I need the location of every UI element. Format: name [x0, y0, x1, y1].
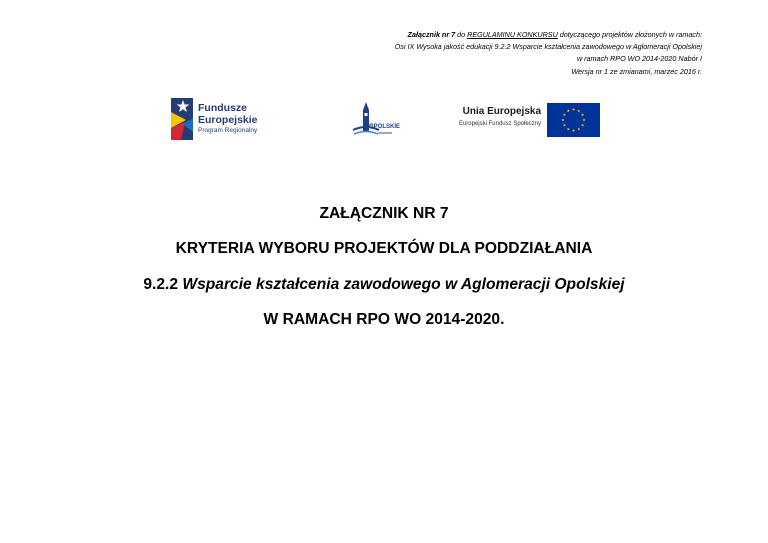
opolskie-tower-icon	[350, 100, 410, 140]
fundusze-europejskie-text	[198, 102, 258, 136]
unia-europejska-logo	[452, 103, 600, 137]
header-note-line-3: w ramach RPO WO 2014-2020 Nabór I	[576, 54, 702, 64]
header-note-line-2: Osi IX Wysoka jakość edukacji 9.2.2 Wsparcie kształcenia zawodowego w Aglomeracji Opolskiej	[394, 42, 702, 52]
unia-europejska-text	[459, 106, 541, 130]
criteria-heading: KRYTERIA WYBORU PROJEKTÓW DLA PODDZIAŁANIA	[175, 240, 593, 257]
header-note	[282, 29, 702, 78]
unia-line-1: Unia Europejska	[462, 106, 541, 117]
header-note-line-1	[282, 29, 702, 41]
opolskie-logo	[350, 100, 410, 140]
header-note-line-4: Wersja nr 1 ze zmianami, marzec 2016 r.	[571, 66, 702, 76]
fundusze-line-3: Program Regionalny	[198, 127, 258, 134]
opolskie-label: OPOLSKIE	[369, 124, 401, 130]
logo-bar	[0, 95, 768, 145]
subaction-heading	[0, 275, 768, 295]
unia-line-2: Europejski Fundusz Społeczny	[458, 121, 541, 127]
program-heading: W RAMACH RPO WO 2014-2020.	[263, 311, 505, 328]
fundusze-europejskie-logo	[171, 98, 271, 140]
eu-flag-icon	[547, 103, 600, 137]
annex-heading: ZAŁĄCZNIK NR 7	[319, 205, 449, 222]
fundusze-europejskie-mark-icon	[171, 98, 193, 140]
fundusze-line-2: Europejskie	[198, 114, 258, 126]
opolskie-underline	[378, 132, 392, 134]
regulation-link[interactable]: REGULAMINU KONKURSU	[467, 30, 558, 39]
subaction-name: Wsparcie kształcenia zawodowego w Aglomeracji Opolskiej	[182, 276, 625, 293]
fundusze-line-1: Fundusze	[198, 102, 247, 114]
subaction-number: 9.2.2	[143, 276, 183, 293]
header-note-line-1-end: dotyczącego projektów złożonych w ramach:	[557, 30, 702, 39]
header-note-connector: do	[455, 30, 468, 39]
annex-number: Załącznik nr 7	[407, 30, 456, 39]
